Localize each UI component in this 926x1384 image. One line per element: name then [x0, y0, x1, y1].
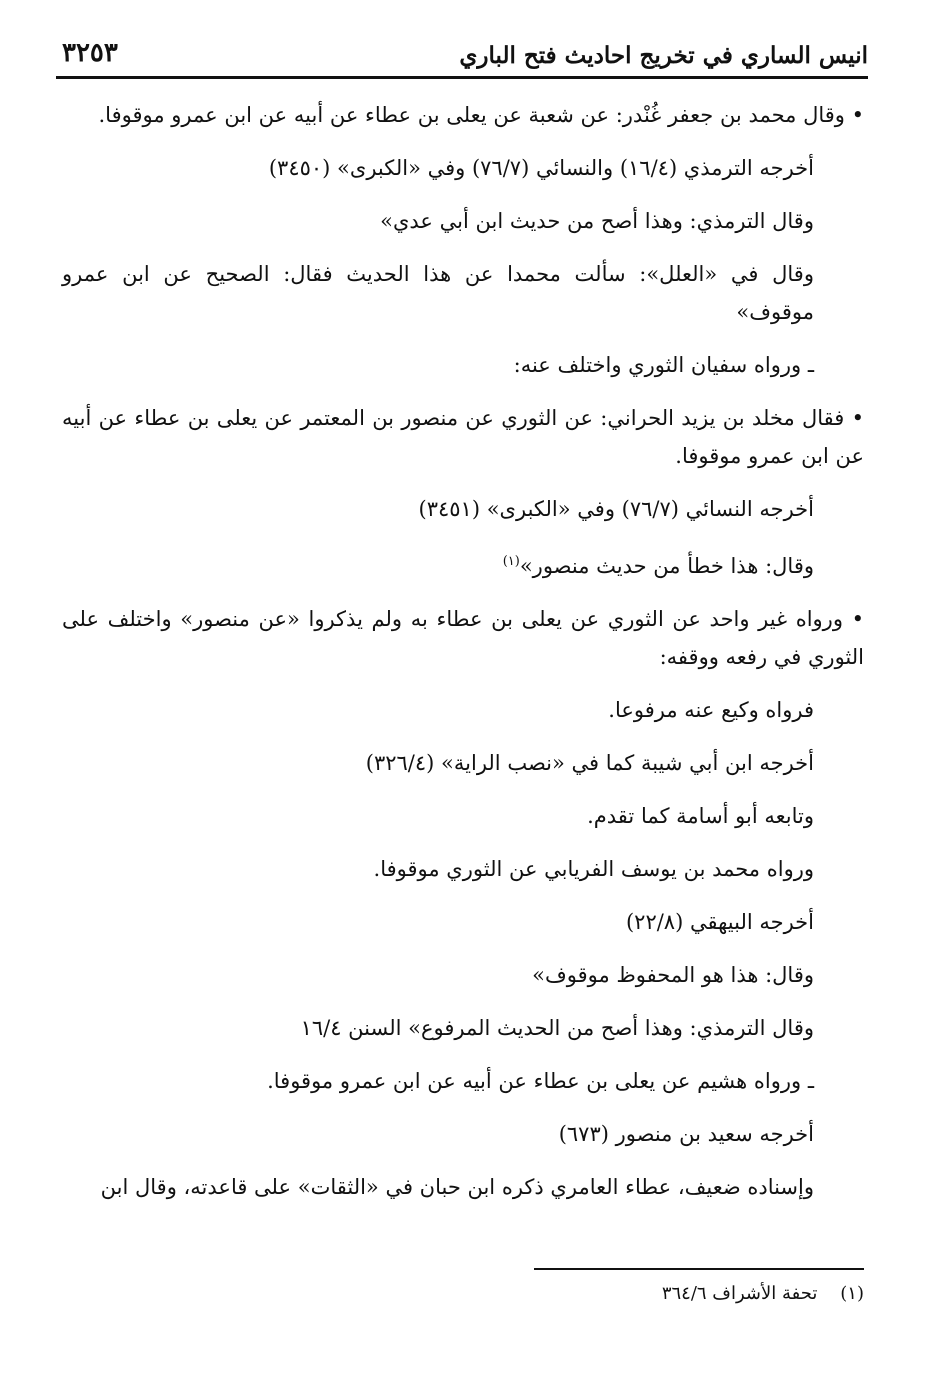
- paragraph-text: ـ ورواه هشيم عن يعلى بن عطاء عن أبيه عن ابن عمرو موقوفا.: [267, 1069, 814, 1093]
- footnote-separator: [534, 1268, 864, 1270]
- paragraph: [62, 797, 864, 835]
- footnote-marker: (١): [840, 1283, 864, 1304]
- paragraph-text: ـ ورواه سفيان الثوري واختلف عنه:: [513, 353, 814, 377]
- paragraph-text: • وقال محمد بن جعفر غُنْدر: عن شعبة عن يعلى بن عطاء عن أبيه عن ابن عمرو موقوفا.: [98, 103, 864, 127]
- paragraph-text: • فقال مخلد بن يزيد الحراني: عن الثوري عن منصور بن المعتمر عن يعلى بن عطاء عن أبيه عن ابن عمرو موقوفا.: [62, 406, 864, 468]
- paragraph-text: أخرجه سعيد بن منصور (٦٧٣): [558, 1122, 814, 1146]
- paragraph: [62, 691, 864, 729]
- page-header: [56, 30, 868, 79]
- footnote: [662, 1283, 864, 1304]
- paragraph-text: وإسناده ضعيف، عطاء العامري ذكره ابن حبان في «الثقات» على قاعدته، وقال ابن: [100, 1175, 814, 1199]
- paragraph-text: وقال الترمذي: وهذا أصح من الحديث المرفوع» السنن ١٦/٤: [300, 1016, 814, 1040]
- paragraph: [62, 149, 864, 187]
- paragraph: [62, 202, 864, 240]
- paragraph-text: وقال: هذا خطأ من حديث منصور»: [519, 554, 814, 578]
- paragraph: [62, 543, 864, 585]
- paragraph-text: أخرجه النسائي (٧٦/٧) وفي «الكبرى» (٣٤٥١): [418, 497, 814, 521]
- paragraph-text: أخرجه البيهقي (٢٢/٨): [625, 910, 814, 934]
- paragraph: [62, 903, 864, 941]
- paragraph: [62, 850, 864, 888]
- paragraph: [62, 490, 864, 528]
- paragraph-text: وقال: هذا هو المحفوظ موقوف»: [532, 963, 814, 987]
- paragraph: [62, 1062, 864, 1100]
- paragraph-text: • ورواه غير واحد عن الثوري عن يعلى بن عطاء به ولم يذكروا «عن منصور» واختلف على الثوري في رفعه ووقفه:: [62, 607, 864, 669]
- paragraph: [62, 96, 864, 134]
- paragraph: [62, 1009, 864, 1047]
- paragraph-text: فرواه وكيع عنه مرفوعا.: [608, 698, 814, 722]
- paragraph: [62, 600, 864, 676]
- running-title: انيس الساري في تخريج احاديث فتح الباري: [459, 42, 868, 69]
- paragraph-text: وقال الترمذي: وهذا أصح من حديث ابن أبي عدي»: [380, 209, 814, 233]
- footnote-text: تحفة الأشراف ٣٦٤/٦: [661, 1283, 818, 1304]
- paragraph-text: أخرجه ابن أبي شيبة كما في «نصب الراية» (٣٢٦/٤): [365, 751, 814, 775]
- paragraph: [62, 744, 864, 782]
- page-number: ٣٢٥٣: [62, 38, 118, 68]
- paragraph: [62, 1168, 864, 1206]
- footnote-reference: (١): [502, 554, 520, 569]
- paragraph: [62, 956, 864, 994]
- paragraph: [62, 399, 864, 475]
- paragraph: [62, 346, 864, 384]
- body-text: [62, 96, 864, 1221]
- paragraph-text: وتابعه أبو أسامة كما تقدم.: [587, 804, 814, 828]
- paragraph-text: وقال في «العلل»: سألت محمدا عن هذا الحديث فقال: الصحيح عن ابن عمرو موقوف»: [62, 262, 814, 324]
- paragraph: [62, 1115, 864, 1153]
- paragraph-text: ورواه محمد بن يوسف الفريابي عن الثوري موقوفا.: [373, 857, 814, 881]
- paragraph: [62, 255, 864, 331]
- paragraph-text: أخرجه الترمذي (١٦/٤) والنسائي (٧٦/٧) وفي «الكبرى» (٣٤٥٠): [268, 156, 814, 180]
